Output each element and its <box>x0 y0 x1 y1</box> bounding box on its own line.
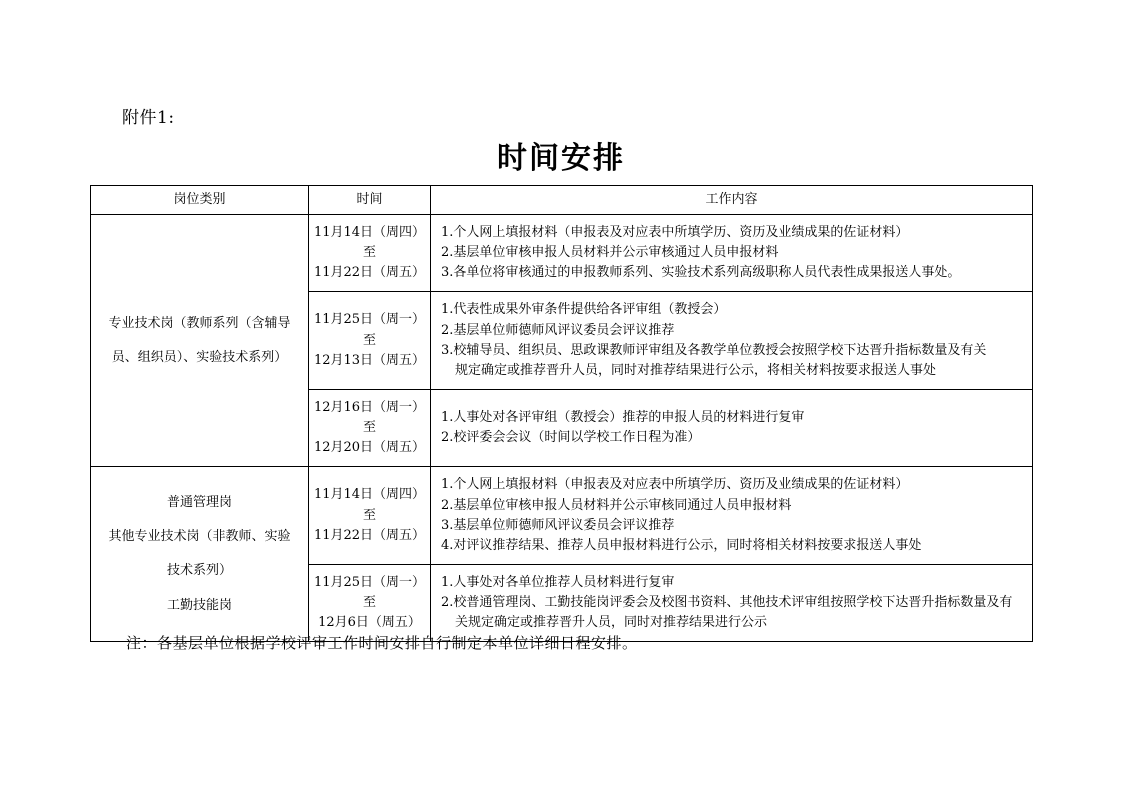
content-line: 2.基层单位师德师风评议委员会评议推荐 <box>441 322 675 338</box>
time-line: 12月20日（周五） <box>313 440 426 456</box>
content-line: 2.校普通管理岗、工勤技能岗评委会及校图书资料、其他技术评审组按照学校下达晋升指标数量及有 <box>441 595 1013 611</box>
category-line: 员、组织员）、实验技术系列） <box>111 349 288 365</box>
content-cell <box>431 564 1033 641</box>
time-line: 12月16日（周一） <box>313 399 426 415</box>
time-cell <box>309 467 431 565</box>
content-line: 2.校评委会会议（时间以学校工作日程为准） <box>441 430 701 446</box>
time-line: 至 <box>362 507 376 523</box>
content-line: 1.代表性成果外审条件提供给各评审组（教授会） <box>441 302 727 318</box>
table-row <box>91 467 1033 565</box>
content-line: 2.基层单位审核申报人员材料并公示审核同通过人员申报材料 <box>441 497 792 513</box>
content-line: 3.基层单位师德师风评议委员会评议推荐 <box>441 517 675 533</box>
time-line: 12月6日（周五） <box>318 615 421 631</box>
content-line: 1.个人网上填报材料（申报表及对应表中所填学历、资历及业绩成果的佐证材料） <box>441 225 909 240</box>
time-line: 11月25日（周一） <box>313 312 426 328</box>
content-line: 规定确定或推荐晋升人员，同时对推荐结果进行公示，将相关材料按要求报送人事处 <box>455 362 937 378</box>
table-header-row <box>91 186 1033 215</box>
time-line: 至 <box>362 332 376 348</box>
time-line: 11月14日（周四） <box>313 225 426 240</box>
category-cell-professional <box>91 215 309 467</box>
table-header <box>91 186 1033 215</box>
time-line: 11月25日（周一） <box>313 574 426 590</box>
content-line: 1.人事处对各单位推荐人员材料进行复审 <box>441 574 675 590</box>
footer-note: 注：各基层单位根据学校评审工作时间安排自行制定本单位详细日程安排。 <box>126 634 638 652</box>
time-cell <box>309 389 431 466</box>
time-cell <box>309 215 431 292</box>
content-cell <box>431 389 1033 466</box>
category-line: 普通管理岗 <box>166 495 232 511</box>
content-line: 4.对评议推荐结果、推荐人员申报材料进行公示，同时将相关材料按要求报送人事处 <box>441 537 922 553</box>
category-line: 工勤技能岗 <box>166 597 232 613</box>
content-line: 1.人事处对各评审组（教授会）推荐的申报人员的材料进行复审 <box>441 410 805 426</box>
column-header-category: 岗位类别 <box>91 186 309 215</box>
content-cell <box>431 215 1033 292</box>
category-line: 技术系列） <box>166 563 232 579</box>
content-line: 3.各单位将审核通过的申报教师系列、实验技术系列高级职称人员代表性成果报送人事处。 <box>441 265 961 281</box>
category-line: 专业技术岗（教师系列（含辅导 <box>108 315 291 331</box>
time-line: 11月14日（周四） <box>313 487 426 503</box>
column-header-content: 工作内容 <box>431 186 1033 215</box>
content-cell <box>431 292 1033 390</box>
category-line: 其他专业技术岗（非教师、实验 <box>108 529 291 545</box>
time-line: 12月13日（周五） <box>313 352 426 368</box>
time-line: 11月22日（周五） <box>313 527 426 543</box>
content-line: 2.基层单位审核申报人员材料并公示审核通过人员申报材料 <box>441 245 779 261</box>
content-line: 关规定确定或推荐晋升人员，同时对推荐结果进行公示 <box>455 615 768 631</box>
column-header-time: 时间 <box>309 186 431 215</box>
time-cell <box>309 292 431 390</box>
time-line: 至 <box>362 595 376 611</box>
schedule-table <box>90 185 1033 642</box>
time-line: 11月22日（周五） <box>313 265 426 281</box>
page-title: 时间安排 <box>497 141 625 176</box>
time-line: 至 <box>362 420 376 436</box>
attachment-label: 附件1: <box>122 108 175 128</box>
time-line: 至 <box>362 245 376 261</box>
content-line: 1.个人网上填报材料（申报表及对应表中所填学历、资历及业绩成果的佐证材料） <box>441 477 909 493</box>
content-cell <box>431 467 1033 565</box>
category-cell-general <box>91 467 309 642</box>
table-row <box>91 215 1033 292</box>
content-line: 3.校辅导员、组织员、思政课教师评审组及各教学单位教授会按照学校下达晋升指标数量及有关 <box>441 342 987 358</box>
time-cell <box>309 564 431 641</box>
table-body <box>91 215 1033 642</box>
